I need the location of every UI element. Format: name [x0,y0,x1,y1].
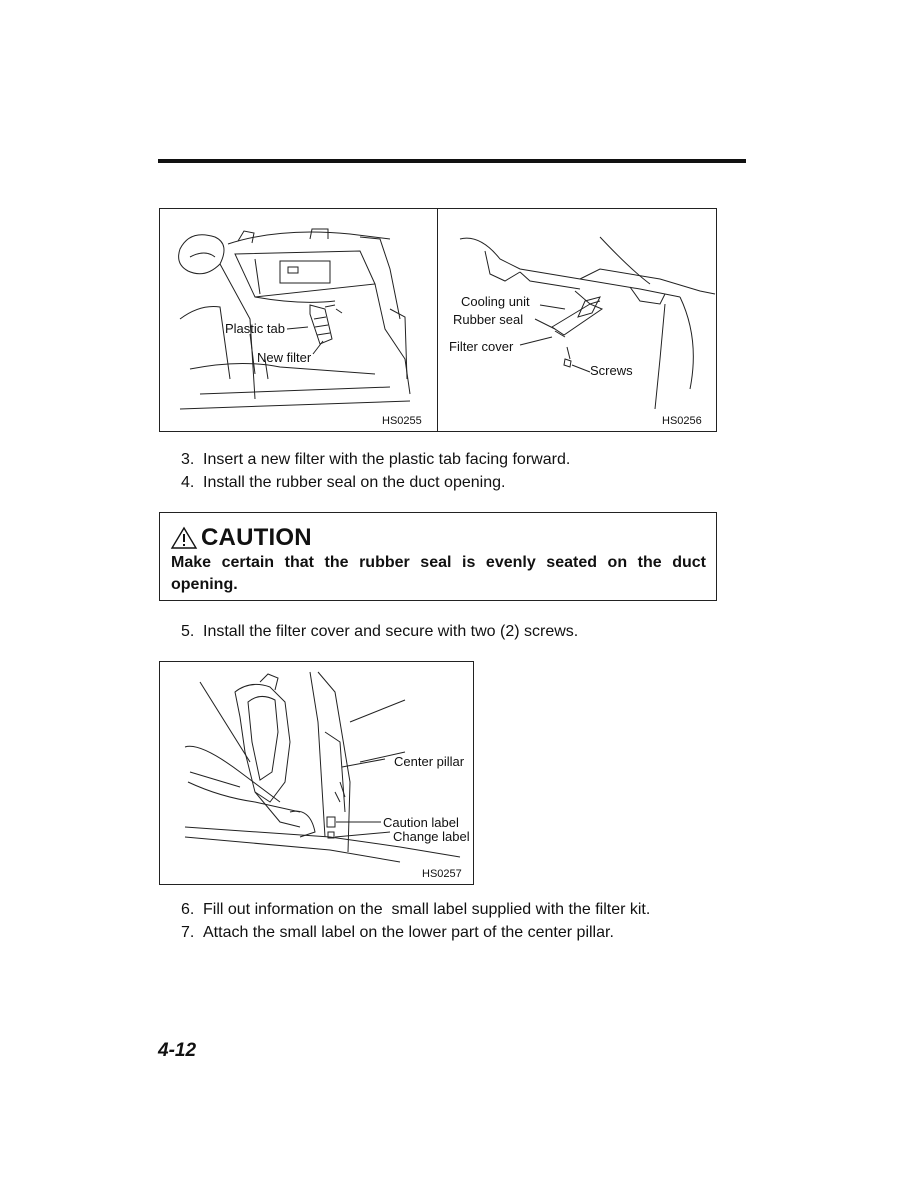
figure-code-hs0256: HS0256 [662,415,702,427]
label-screws: Screws [590,363,633,378]
warning-triangle-icon [171,526,197,550]
header-rule [158,159,746,163]
label-rubber-seal: Rubber seal [453,312,524,327]
figure-center-pillar [159,661,474,885]
step-6-text: Fill out information on the small label supplied with the filter kit. [203,901,651,918]
cooling-unit-illustration [160,209,716,431]
step-4 [181,473,505,493]
label-filter-cover: Filter cover [449,339,514,354]
caution-title: CAUTION [201,524,312,551]
step-7-text: Attach the small label on the lower part of the center pillar. [203,924,614,941]
step-7 [181,923,614,943]
figure-code-hs0255: HS0255 [382,415,422,427]
step-6 [181,900,650,920]
step-4-number: 4. [181,474,195,491]
figure-filter-installation [159,208,717,432]
step-3 [181,450,570,470]
label-caution-label: Caution label [383,815,459,830]
step-5-number: 5. [181,623,195,640]
label-cooling-unit: Cooling unit [461,294,530,309]
caution-box [159,512,717,601]
figure-code-hs0257: HS0257 [422,868,462,880]
step-4-text: Install the rubber seal on the duct opening. [203,474,506,491]
step-3-number: 3. [181,451,195,468]
step-5 [181,622,578,642]
step-3-text: Insert a new filter with the plastic tab facing forward. [203,451,571,468]
page-number: 4-12 [158,1040,197,1061]
caution-text: Make certain that the rubber seal is evenly seated on the duct opening. [171,554,706,593]
step-7-number: 7. [181,924,195,941]
label-change-label: Change label [393,829,470,844]
step-6-number: 6. [181,901,195,918]
step-5-text: Install the filter cover and secure with two (2) screws. [203,623,579,640]
seat-and-pillar-illustration [160,662,473,884]
label-center-pillar: Center pillar [394,754,465,769]
caution-heading [171,523,312,553]
label-new-filter: New filter [257,350,312,365]
label-plastic-tab: Plastic tab [225,321,285,336]
